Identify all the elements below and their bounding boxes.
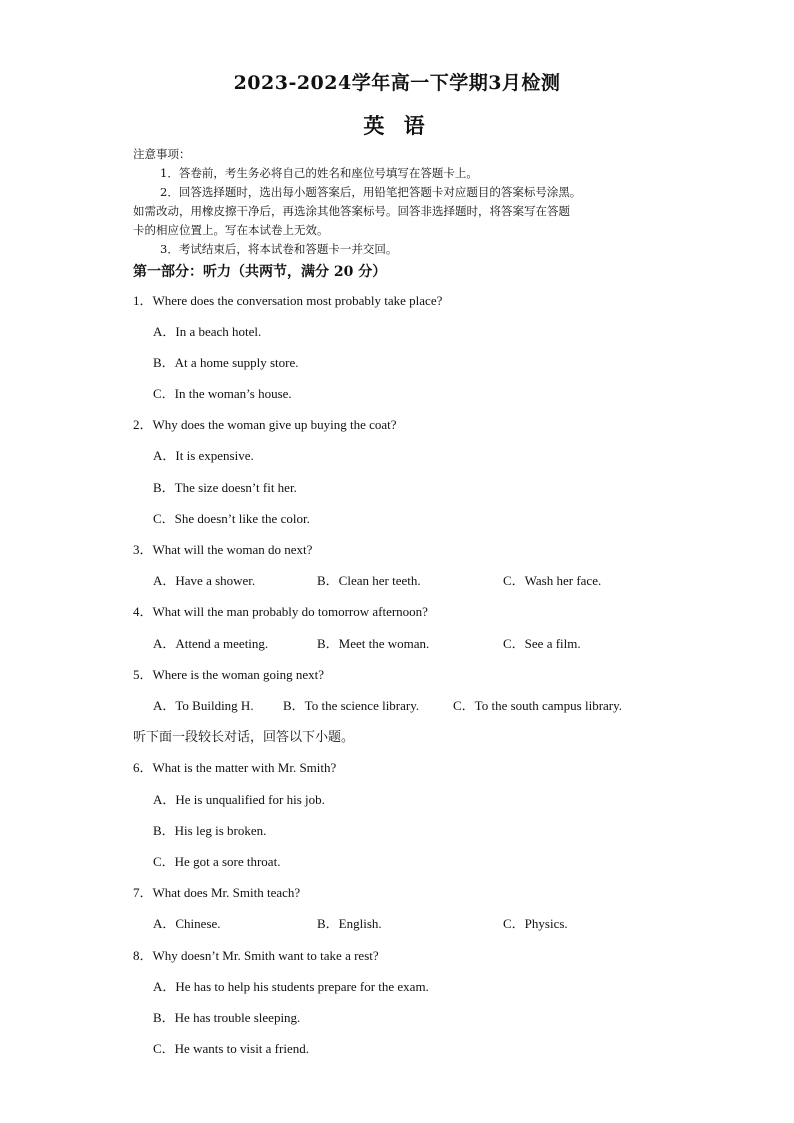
q7-option-a: A．Chinese. <box>153 916 221 931</box>
q2-option-a: A．It is expensive. <box>153 448 254 463</box>
q5-option-c: C．To the south campus library. <box>453 698 623 713</box>
q8-option-c: C．He wants to visit a friend. <box>153 1041 309 1056</box>
notice-line-3: 如需改动，用橡皮擦干净后，再选涂其他答案标号。回答非选择题时，将答案写在答题 <box>133 204 570 218</box>
q3-option-a: A．Have a shower. <box>153 573 256 588</box>
q4-option-b: B．Meet the woman. <box>317 636 430 651</box>
q4-option-c: C．See a film. <box>503 636 581 651</box>
q1-option-b: B．At a home supply store. <box>153 355 299 370</box>
q7-option-b: B．English. <box>317 916 382 931</box>
long-dialog-note: 听下面一段较长对话，回答以下小题。 <box>133 730 355 745</box>
question-1: 1．Where does the conversation most probably take place? <box>133 293 443 308</box>
q5-option-a: A．To Building H. <box>153 698 254 713</box>
q6-option-b: B．His leg is broken. <box>153 823 267 838</box>
notice-line-1: 1．答卷前，考生务必将自己的姓名和座位号填写在答题卡上。 <box>160 166 478 180</box>
question-4: 4．What will the man probably do tomorrow afternoon? <box>133 604 428 619</box>
q6-option-a: A．He is unqualified for his job. <box>153 792 325 807</box>
subject-title: 英 语 <box>363 113 431 138</box>
q8-option-a: A．He has to help his students prepare for the exam. <box>153 979 429 994</box>
question-8: 8．Why doesn’t Mr. Smith want to take a rest? <box>133 948 379 963</box>
q2-option-c: C．She doesn’t like the color. <box>153 511 310 526</box>
question-2: 2．Why does the woman give up buying the coat? <box>133 417 397 432</box>
q2-option-b: B．The size doesn’t fit her. <box>153 480 297 495</box>
notice-line-4: 卡的相应位置上。写在本试卷上无效。 <box>133 223 329 237</box>
notice-line-5: 3．考试结束后，将本试卷和答题卡一并交回。 <box>160 242 398 256</box>
section-heading: 第一部分：听力（共两节，满分 20 分） <box>133 264 387 280</box>
question-7: 7．What does Mr. Smith teach? <box>133 885 301 900</box>
q6-option-c: C．He got a sore throat. <box>153 854 281 869</box>
question-5: 5．Where is the woman going next? <box>133 667 324 682</box>
q3-option-c: C．Wash her face. <box>503 573 602 588</box>
q7-option-c: C．Physics. <box>503 916 568 931</box>
q5-option-b: B．To the science library. <box>283 698 420 713</box>
question-6: 6．What is the matter with Mr. Smith? <box>133 760 337 775</box>
exam-title: 2023-2024学年高一下学期3月检测 <box>233 72 561 94</box>
q3-option-b: B．Clean her teeth. <box>317 573 421 588</box>
notice-heading: 注意事项： <box>133 147 191 161</box>
q1-option-c: C．In the woman’s house. <box>153 386 292 401</box>
q4-option-a: A．Attend a meeting. <box>153 636 269 651</box>
q8-option-b: B．He has trouble sleeping. <box>153 1010 301 1025</box>
notice-line-2: 2．回答选择题时，选出每小题答案后，用铅笔把答题卡对应题目的答案标号涂黑。 <box>160 185 582 199</box>
question-3: 3．What will the woman do next? <box>133 542 313 557</box>
q1-option-a: A．In a beach hotel. <box>153 324 262 339</box>
